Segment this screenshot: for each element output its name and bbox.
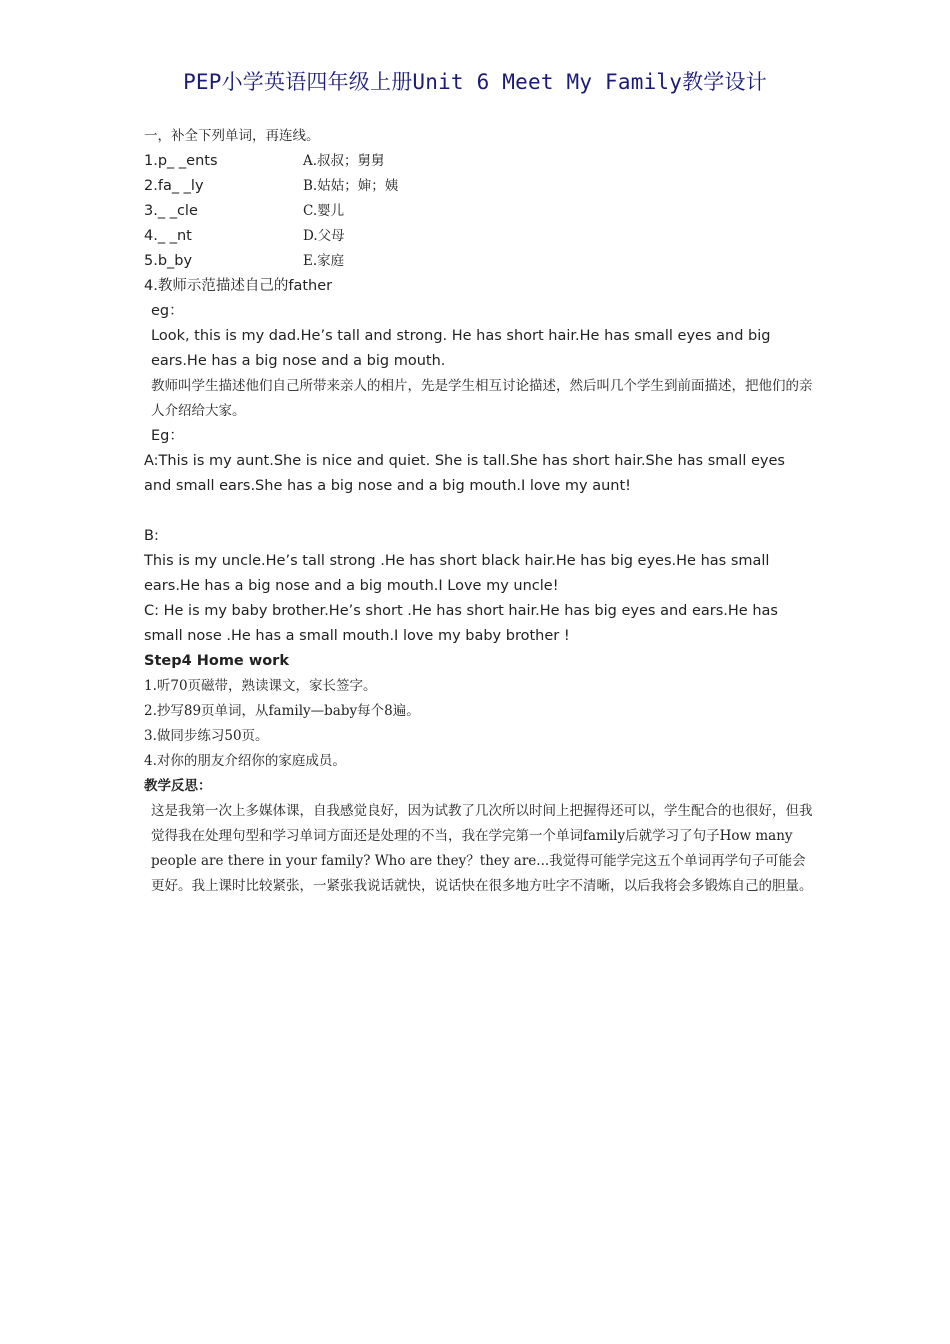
exercise-meaning: E.家庭 [303, 253, 345, 269]
exercise-word: 4._ _nt [144, 228, 192, 244]
reflection-text: 这是我第一次上多媒体课，自我感觉良好，因为试教了几次所以时间上把握得还可以，学生配合的也很好，但我觉得我在处理句型和学习单词方面还是处理的不当，我在学完第一个单词family后就学习了句子How many people are there in your family? Who are they？they are...我觉得可能学完这五个单词再学句子可能会更好。我上课时比较紧张，一紧张我说话就快，说话快在很多地方吐字不清晰，以后我将会多锻炼自己的胆量。 [151, 803, 813, 894]
exercise-meaning: A.叔叔；舅舅 [303, 153, 385, 169]
student-c-text: C: He is my baby brother.He’s short .He has short hair.He has big eyes and ears.He has small nose .He has a small mouth.I love my baby brother ! [144, 603, 778, 644]
exercise-row [144, 199, 814, 224]
exercise-meaning: C.婴儿 [303, 203, 345, 219]
homework-item: 4.对你的朋友介绍你的家庭成员。 [144, 753, 346, 769]
page-title: PEP小学英语四年级上册Unit 6 Meet My Family教学设计 [183, 70, 767, 94]
teacher-instruction: 教师叫学生描述他们自己所带来亲人的相片，先是学生相互讨论描述，然后叫几个学生到前面描述，把他们的亲人介绍给大家。 [151, 378, 813, 419]
homework-heading: Step4 Home work [144, 653, 289, 669]
reflection-heading: 教学反思： [144, 778, 212, 794]
step4-heading: 4.教师示范描述自己的father [144, 278, 333, 294]
exercise-meaning: D.父母 [303, 228, 345, 244]
exercise-row [144, 249, 814, 274]
student-a-text: A:This is my aunt.She is nice and quiet. She is tall.She has short hair.She has small eyes and small ears.She has a big nose and a big mouth.I love my aunt! [144, 453, 785, 494]
teacher-example: Look, this is my dad.He’s tall and strong. He has short hair.He has small eyes and big ears.He has a big nose and a big mouth. [151, 328, 771, 369]
eg-label-2: Eg： [151, 428, 184, 444]
eg-label: eg： [151, 303, 184, 319]
exercise-word: 3._ _cle [144, 203, 198, 219]
homework-item: 3.做同步练习50页。 [144, 728, 269, 744]
exercise-meaning: B.姑姑；婶；姨 [303, 178, 399, 194]
exercise-word: 2.fa_ _ly [144, 178, 204, 194]
spacer [144, 499, 814, 524]
document-body [144, 124, 814, 899]
exercise-word: 1.p_ _ents [144, 153, 218, 169]
homework-item: 1.听70页磁带，熟读课文，家长签字。 [144, 678, 377, 694]
exercise-row [144, 149, 814, 174]
student-b-text: This is my uncle.He’s tall strong .He has short black hair.He has big eyes.He has small ears.He has a big nose and a big mouth.I Love my uncle! [144, 553, 770, 594]
exercise-heading: 一，补全下列单词，再连线。 [144, 128, 320, 144]
student-b-label: B: [144, 528, 159, 544]
exercise-row [144, 224, 814, 249]
exercise-word: 5.b_by [144, 253, 193, 269]
exercise-row [144, 174, 814, 199]
homework-item: 2.抄写89页单词，从family—baby每个8遍。 [144, 703, 420, 719]
